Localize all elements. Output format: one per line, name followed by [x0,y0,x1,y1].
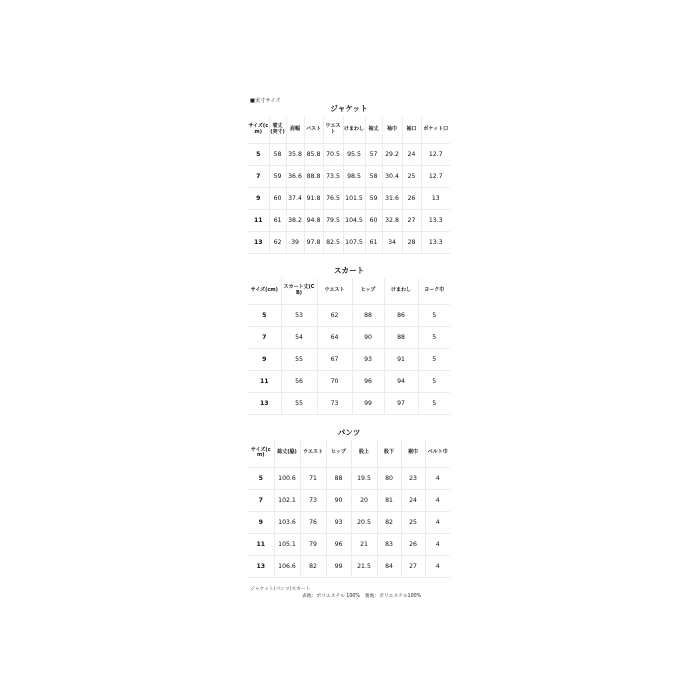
jacket-cell: 88.8 [304,165,323,187]
jacket-cell: 73.5 [323,165,343,187]
jacket-cell: 12.7 [421,165,450,187]
pants-cell: 76 [300,511,326,533]
jacket-cell: 62 [269,231,286,253]
jacket-cell: 28 [402,231,421,253]
jacket-cell: 11 [248,209,269,231]
pants-title: パンツ [337,428,361,437]
skirt-header-row [248,278,450,304]
jacket-cell: 61 [365,231,382,253]
pants-column-header: ヒップ [326,440,351,467]
pants-header-row [248,440,450,467]
jacket-header-row [248,117,450,143]
table-row [248,326,450,348]
jacket-cell: 104.5 [343,209,365,231]
pants-cell: 96 [326,533,351,555]
pants-cell: 105.1 [274,533,300,555]
table-row [248,467,450,489]
page-heading: ■実寸サイズ [250,98,281,104]
pants-cell: 11 [248,533,274,555]
pants-column-header: サイズ(cm) [248,440,274,467]
table-row [248,209,450,231]
skirt-cell: 9 [248,348,281,370]
pants-cell: 99 [326,555,351,577]
jacket-column-header: バスト [304,117,323,143]
pants-cell: 20.5 [351,511,377,533]
jacket-cell: 31.6 [382,187,402,209]
jacket-cell: 98.5 [343,165,365,187]
pants-cell: 23 [401,467,425,489]
jacket-column-header: 袖巾 [382,117,402,143]
jacket-cell: 26 [402,187,421,209]
table-row [248,489,450,511]
table-row [248,143,450,165]
jacket-column-header: 袖口 [402,117,421,143]
skirt-cell: 5 [418,370,450,392]
jacket-cell: 76.5 [323,187,343,209]
jacket-title: ジャケット [330,104,368,113]
jacket-column-header: サイズ(cm) [248,117,269,143]
skirt-cell: 88 [384,326,418,348]
skirt-cell: 5 [248,304,281,326]
jacket-cell: 107.5 [343,231,365,253]
jacket-cell: 79.5 [323,209,343,231]
jacket-cell: 13 [248,231,269,253]
skirt-cell: 54 [281,326,317,348]
skirt-cell: 5 [418,326,450,348]
jacket-cell: 7 [248,165,269,187]
table-row [248,187,450,209]
jacket-column-header: けまわし [343,117,365,143]
pants-cell: 83 [377,533,401,555]
pants-cell: 26 [401,533,425,555]
pants-cell: 80 [377,467,401,489]
skirt-cell: 5 [418,348,450,370]
skirt-cell: 90 [352,326,384,348]
pants-cell: 24 [401,489,425,511]
pants-cell: 102.1 [274,489,300,511]
jacket-cell: 91.8 [304,187,323,209]
pants-cell: 4 [425,511,450,533]
pants-cell: 20 [351,489,377,511]
skirt-column-header: ヨーク巾 [418,278,450,304]
jacket-cell: 59 [365,187,382,209]
jacket-cell: 58 [269,143,286,165]
pants-cell: 71 [300,467,326,489]
skirt-cell: 13 [248,392,281,414]
skirt-cell: 86 [384,304,418,326]
jacket-cell: 95.5 [343,143,365,165]
jacket-cell: 24 [402,143,421,165]
skirt-size-table [248,278,450,415]
skirt-column-header: ヒップ [352,278,384,304]
size-chart-sheet [248,97,450,599]
pants-cell: 82 [377,511,401,533]
jacket-column-header: ポケット口 [421,117,450,143]
pants-cell: 90 [326,489,351,511]
jacket-cell: 57 [365,143,382,165]
footer-material: 表地：ポリエステル 100% 裏地：ポリエステル100% [302,594,422,599]
footer-products: ジャケット/パンツ/スカート [250,587,311,592]
skirt-cell: 99 [352,392,384,414]
jacket-cell: 60 [365,209,382,231]
jacket-cell: 5 [248,143,269,165]
jacket-cell: 94.8 [304,209,323,231]
jacket-cell: 35.8 [286,143,304,165]
jacket-cell: 13.3 [421,209,450,231]
pants-cell: 88 [326,467,351,489]
skirt-cell: 53 [281,304,317,326]
jacket-cell: 60 [269,187,286,209]
jacket-cell: 38.2 [286,209,304,231]
pants-column-header: ウエスト [300,440,326,467]
jacket-cell: 61 [269,209,286,231]
pants-cell: 25 [401,511,425,533]
pants-cell: 79 [300,533,326,555]
jacket-size-table [248,117,450,254]
skirt-cell: 67 [317,348,352,370]
jacket-cell: 13 [421,187,450,209]
skirt-column-header: けまわし [384,278,418,304]
pants-column-header: 裾巾 [401,440,425,467]
pants-cell: 19.5 [351,467,377,489]
skirt-cell: 62 [317,304,352,326]
jacket-cell: 30.4 [382,165,402,187]
jacket-cell: 27 [402,209,421,231]
jacket-cell: 9 [248,187,269,209]
table-row [248,370,450,392]
pants-cell: 21 [351,533,377,555]
skirt-cell: 5 [418,392,450,414]
pants-column-header: 股上 [351,440,377,467]
skirt-cell: 64 [317,326,352,348]
jacket-column-header: 着丈(実寸) [269,117,286,143]
skirt-cell: 7 [248,326,281,348]
skirt-cell: 73 [317,392,352,414]
pants-cell: 93 [326,511,351,533]
pants-cell: 84 [377,555,401,577]
pants-column-header: 股下 [377,440,401,467]
skirt-cell: 5 [418,304,450,326]
jacket-cell: 85.8 [304,143,323,165]
pants-cell: 5 [248,467,274,489]
pants-cell: 73 [300,489,326,511]
skirt-cell: 55 [281,348,317,370]
skirt-cell: 11 [248,370,281,392]
jacket-cell: 36.6 [286,165,304,187]
pants-column-header: 総丈(脇) [274,440,300,467]
pants-cell: 4 [425,489,450,511]
skirt-cell: 97 [384,392,418,414]
pants-cell: 27 [401,555,425,577]
skirt-cell: 91 [384,348,418,370]
skirt-cell: 94 [384,370,418,392]
pants-column-header: ベルト巾 [425,440,450,467]
jacket-cell: 58 [365,165,382,187]
jacket-cell: 12.7 [421,143,450,165]
jacket-cell: 13.3 [421,231,450,253]
jacket-cell: 101.5 [343,187,365,209]
jacket-cell: 25 [402,165,421,187]
jacket-cell: 59 [269,165,286,187]
pants-cell: 4 [425,533,450,555]
pants-cell: 106.6 [274,555,300,577]
pants-cell: 7 [248,489,274,511]
pants-cell: 4 [425,555,450,577]
skirt-cell: 55 [281,392,317,414]
table-row [248,348,450,370]
table-row [248,165,450,187]
table-row [248,511,450,533]
skirt-column-header: スカート丈(CB) [281,278,317,304]
jacket-cell: 97.8 [304,231,323,253]
skirt-column-header: サイズ(cm) [248,278,281,304]
skirt-cell: 70 [317,370,352,392]
pants-cell: 103.6 [274,511,300,533]
jacket-cell: 82.5 [323,231,343,253]
table-row [248,533,450,555]
jacket-cell: 70.5 [323,143,343,165]
table-row [248,555,450,577]
pants-cell: 9 [248,511,274,533]
jacket-cell: 32.8 [382,209,402,231]
table-row [248,231,450,253]
jacket-cell: 37.4 [286,187,304,209]
skirt-cell: 96 [352,370,384,392]
pants-cell: 82 [300,555,326,577]
jacket-column-header: 肩幅 [286,117,304,143]
jacket-cell: 29.2 [382,143,402,165]
table-row [248,304,450,326]
skirt-cell: 56 [281,370,317,392]
pants-cell: 21.5 [351,555,377,577]
pants-size-table [248,440,450,578]
skirt-column-header: ウエスト [317,278,352,304]
jacket-cell: 34 [382,231,402,253]
pants-cell: 13 [248,555,274,577]
skirt-title: スカート [333,266,365,275]
skirt-cell: 88 [352,304,384,326]
jacket-column-header: 袖丈 [365,117,382,143]
jacket-cell: 39 [286,231,304,253]
skirt-cell: 93 [352,348,384,370]
table-row [248,392,450,414]
pants-cell: 81 [377,489,401,511]
pants-cell: 100.6 [274,467,300,489]
pants-cell: 4 [425,467,450,489]
jacket-column-header: ウエスト [323,117,343,143]
